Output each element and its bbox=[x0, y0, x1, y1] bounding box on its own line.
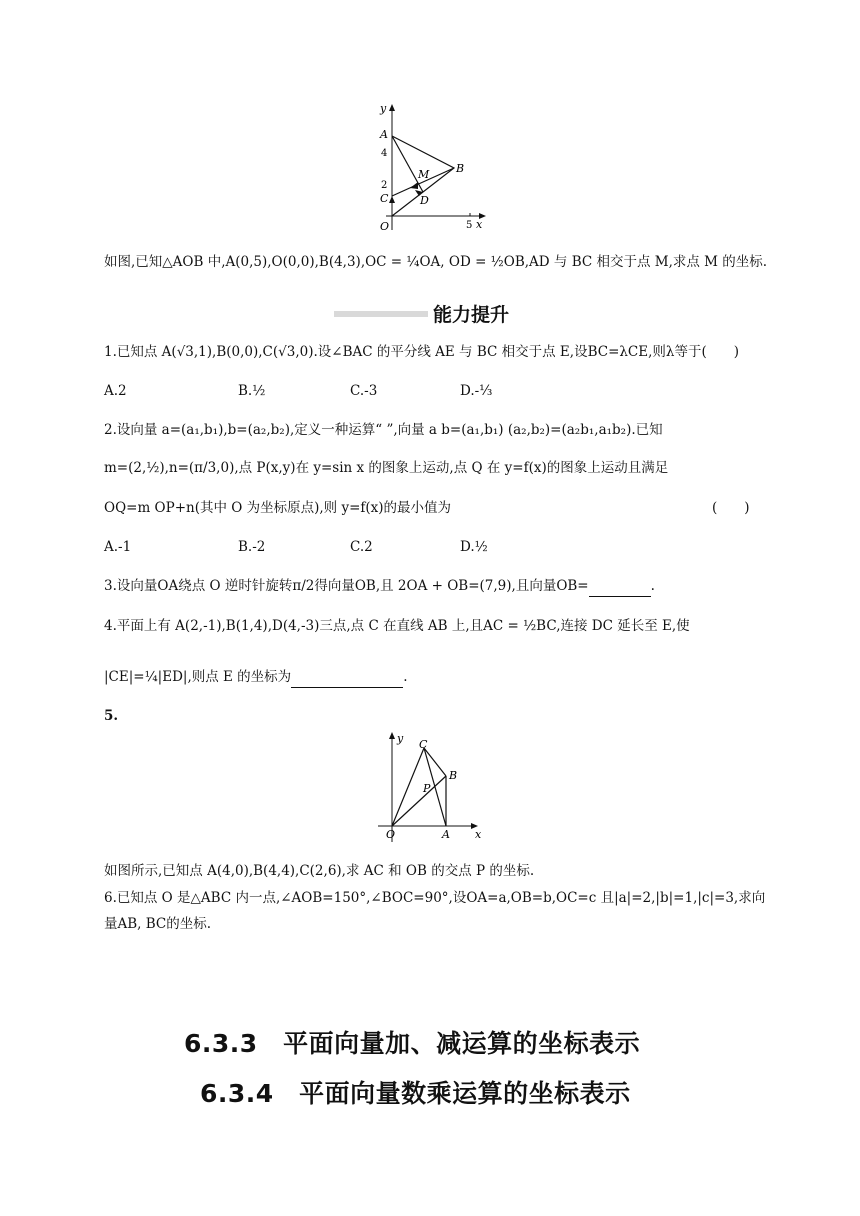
point-d: D bbox=[420, 194, 429, 207]
point-c: C bbox=[419, 738, 428, 751]
tick-label-5: 5 bbox=[466, 220, 473, 231]
example-problem-text: 如图,已知△AOB 中,A(0,5),O(0,0),B(4,3),OC = ¼OA, OD = ½OB,AD 与 BC 相交于点 M,求点 M 的坐标. bbox=[104, 254, 768, 270]
segment-ob bbox=[392, 776, 446, 826]
label-y: y bbox=[397, 732, 404, 745]
label-origin: O bbox=[380, 220, 390, 233]
arrow-bc bbox=[410, 182, 418, 189]
tick-label-2: 2 bbox=[381, 180, 388, 191]
problem-4-answer-blank bbox=[291, 667, 403, 688]
segment-cb bbox=[424, 748, 446, 776]
chapter-title-6-3-4: 6.3.4 平面向量数乘运算的坐标表示 bbox=[200, 1079, 631, 1108]
segment-oc bbox=[392, 748, 424, 826]
problem-1-option-a: A.2 bbox=[104, 383, 127, 399]
problem-4-line-2: |CE|=¼|ED|,则点 E 的坐标为 bbox=[104, 669, 292, 685]
section-divider-bar bbox=[334, 311, 428, 317]
problem-2-option-a: A.-1 bbox=[104, 539, 132, 555]
figure-problem-5 bbox=[372, 730, 492, 844]
point-m: M bbox=[418, 168, 430, 181]
point-c: C bbox=[380, 192, 389, 205]
point-a: A bbox=[380, 128, 388, 141]
label-origin: O bbox=[386, 828, 396, 841]
problem-3-end: . bbox=[650, 578, 655, 594]
problem-4-line-1: 4.平面上有 A(2,-1),B(1,4),D(4,-3)三点,点 C 在直线 AB 上,且AC = ½BC,连接 DC 延长至 E,使 bbox=[104, 618, 690, 634]
problem-2-line-2: m=(2,½),n=(π/3,0),点 P(x,y)在 y=sin x 的图象上运动,点 Q 在 y=f(x)的图象上运动且满足 bbox=[104, 460, 669, 476]
problem-5-text: 如图所示,已知点 A(4,0),B(4,4),C(2,6),求 AC 和 OB 的交点 P 的坐标. bbox=[104, 863, 535, 879]
problem-2-option-c: C.2 bbox=[350, 539, 373, 555]
section-heading: 能力提升 bbox=[433, 304, 510, 326]
y-axis-arrow bbox=[389, 732, 395, 739]
problem-3-text: 3.设向量OA绕点 O 逆时针旋转π/2得向量OB,且 2OA + OB=(7,9),且向量OB= bbox=[104, 578, 589, 594]
problem-2-option-b: B.-2 bbox=[238, 539, 266, 555]
tick-label-4: 4 bbox=[381, 148, 388, 159]
problem-5-number: 5. bbox=[104, 708, 119, 724]
problem-6-line-1: 6.已知点 O 是△ABC 内一点,∠AOB=150°,∠BOC=90°,设OA=a,OB=b,OC=c 且|a|=2,|b|=1,|c|=3,求向 bbox=[104, 890, 766, 906]
figure-triangle-aob bbox=[372, 100, 492, 234]
problem-2-option-d: D.½ bbox=[460, 539, 488, 555]
problem-1-option-b: B.½ bbox=[238, 383, 266, 399]
problem-3 bbox=[104, 576, 655, 597]
label-y: y bbox=[380, 102, 387, 115]
point-p: P bbox=[423, 782, 431, 795]
problem-2-line-3: OQ=m OP+n(其中 O 为坐标原点),则 y=f(x)的最小值为 bbox=[104, 500, 452, 516]
problem-2-line-1: 2.设向量 a=(a₁,b₁),b=(a₂,b₂),定义一种运算“ ”,向量 a b=(a₁,b₁) (a₂,b₂)=(a₂b₁,a₁b₂).已知 bbox=[104, 422, 663, 438]
problem-2-answer-paren: ( ) bbox=[712, 500, 750, 516]
problem-6-line-2: 量AB, BC的坐标. bbox=[104, 916, 212, 932]
problem-4-line-2-wrap bbox=[104, 667, 407, 688]
arrow-oc bbox=[389, 196, 395, 203]
problem-3-answer-blank bbox=[589, 576, 651, 597]
chapter-title-6-3-3: 6.3.3 平面向量加、减运算的坐标表示 bbox=[184, 1029, 641, 1058]
point-b: B bbox=[456, 162, 465, 175]
point-a: A bbox=[442, 828, 450, 841]
problem-1-text: 1.已知点 A(√3,1),B(0,0),C(√3,0).设∠BAC 的平分线 AE 与 BC 相交于点 E,设BC=λCE,则λ等于( ) bbox=[104, 344, 740, 360]
problem-4-end: . bbox=[403, 669, 408, 685]
point-b: B bbox=[449, 769, 458, 782]
problem-1-option-c: C.-3 bbox=[350, 383, 378, 399]
label-x: x bbox=[475, 828, 482, 841]
y-axis-arrow bbox=[389, 104, 395, 111]
problem-1-option-d: D.-⅓ bbox=[460, 383, 493, 399]
label-x: x bbox=[476, 218, 483, 231]
